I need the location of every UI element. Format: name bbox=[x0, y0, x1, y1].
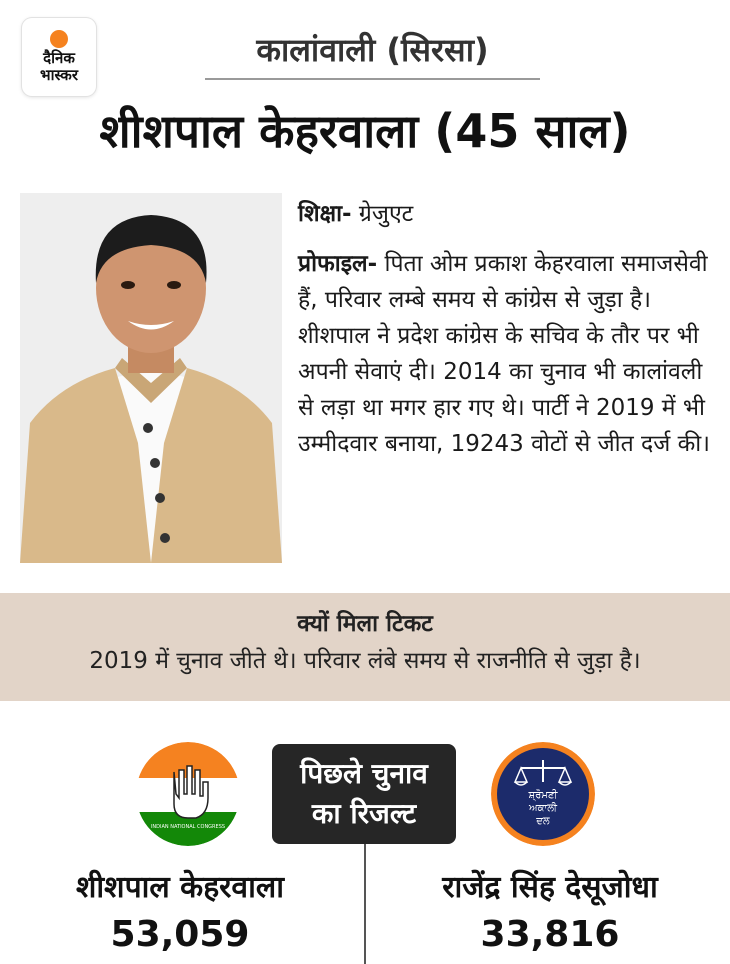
education-line bbox=[298, 196, 718, 232]
bio-section bbox=[298, 196, 718, 476]
winner-name: शीशपाल केहरवाला bbox=[76, 870, 284, 905]
runner-up-votes: 33,816 bbox=[480, 914, 620, 955]
candidate-name: शीशपाल केहरवाला (45 साल) bbox=[99, 104, 631, 158]
constituency-title: कालांवाली (सिरसा) bbox=[205, 30, 540, 80]
result-box-line1: पिछले चुनाव bbox=[300, 757, 428, 790]
why-ticket-title: क्यों मिला टिकट bbox=[297, 611, 433, 637]
why-ticket-panel bbox=[0, 593, 730, 701]
akali-dal-logo bbox=[491, 742, 595, 846]
congress-logo bbox=[136, 742, 240, 846]
result-divider bbox=[364, 844, 366, 964]
profile-paragraph bbox=[298, 246, 718, 462]
education-value: ग्रेजुएट bbox=[351, 201, 414, 227]
logo-line1: दैनिक bbox=[43, 49, 75, 67]
sun-icon bbox=[50, 30, 68, 48]
congress-logo-text: INDIAN NATIONAL CONGRESS bbox=[150, 824, 226, 830]
education-label: शिक्षा- bbox=[298, 201, 352, 227]
akali-logo-text3: ਦਲ bbox=[536, 816, 550, 827]
runner-up-name: राजेंद्र सिंह देसूजोधा bbox=[442, 870, 658, 905]
result-box-line2: का रिजल्ट bbox=[311, 797, 417, 830]
why-ticket-text: 2019 में चुनाव जीते थे। परिवार लंबे समय से राजनीति से जुड़ा है। bbox=[89, 648, 641, 674]
candidate-photo bbox=[20, 193, 282, 563]
previous-result-box bbox=[272, 744, 456, 844]
profile-text: पिता ओम प्रकाश केहरवाला समाजसेवी हैं, परिवार लम्बे समय से कांग्रेस से जुड़ा है। शीशपाल ने प्रदेश कांग्रेस के सचिव के तौर पर भी अपनी सेवाएं दी। 2014 का चुनाव भी कालांवली से लड़ा था मगर हार गए थे। पार्टी ने 2019 में भी उम्मीदवार बनाया, 19243 वोटों से जीत दर्ज की। bbox=[298, 251, 710, 457]
winner-votes: 53,059 bbox=[110, 914, 250, 955]
profile-label: प्रोफाइल- bbox=[298, 251, 378, 277]
logo-line2: भास्कर bbox=[40, 66, 78, 84]
akali-logo-text1: ਸ਼੍ਰੋਮਣੀ bbox=[528, 790, 558, 801]
akali-logo-text2: ਅਕਾਲੀ bbox=[528, 803, 558, 814]
dainik-bhaskar-logo bbox=[22, 18, 96, 96]
